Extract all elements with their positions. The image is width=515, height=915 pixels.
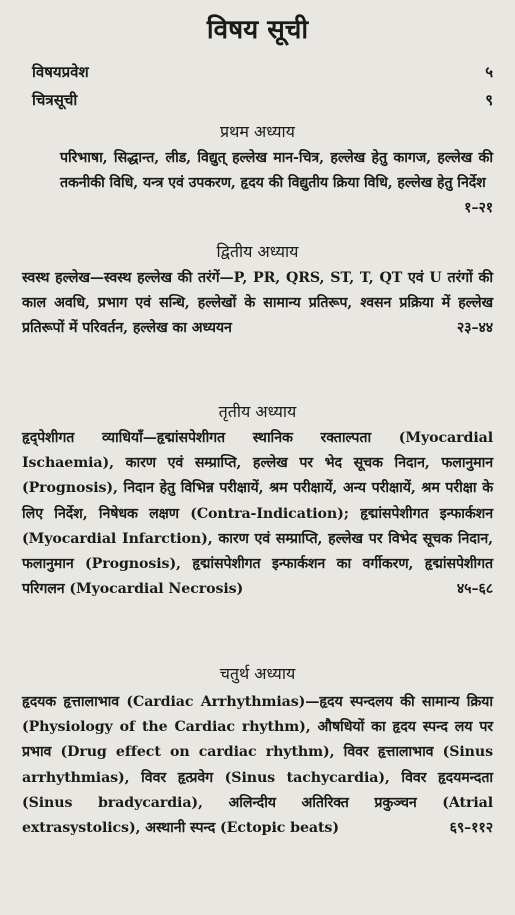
chapter-entry: [22, 266, 493, 342]
chapter-entry: [22, 426, 493, 602]
entry-text: हृदयक हृत्तालाभाव (Cardiac Arrhythmias)—हृदय स्पन्दलय की सामान्य क्रिया (Physiology of the Cardiac rhythm), औषधियों का हृदय स्पन्द लय पर प्रभाव (Drug effect on cardiac rhythm), विवर हृत्तालाभाव (Sinus arrhythmias), विवर हृत्प्रवेग (Sinus tachycardia), विवर हृदयमन्दता (Sinus bradycardia), अलिन्दीय अतिरिक्त प्रकुञ्चन (Atrial extrasystolics), अस्थानी स्पन्द (Ectopic beats): [22, 694, 493, 837]
entry-page-range: ४५–६८: [456, 581, 493, 598]
chapter-heading: द्वितीय अध्याय: [216, 242, 299, 261]
entry-text: हृद्पेशीगत व्याधियाँ—हृद्मांसपेशीगत स्थानिक रक्ताल्पता (Myocardial Ischaemia), कारण एवं सम्प्राप्ति, हल्लेख पर भेद सूचक निदान, फलानुमान (Prognosis), निदान हेतु विभिन्न परीक्षायें, श्रम परीक्षायें, अन्य परीक्षायें, श्रम परीक्षा के लिए निर्देश, निषेधक लक्षण (Contra-Indication); हृद्मांसपेशीगत इन्फार्कशन (Myocardial Infarction), कारण एवं सम्प्राप्ति, हल्लेख पर विभेद सूचक निदान, फलानुमान (Prognosis), हृद्मांसपेशीगत इन्फार्कशन का वर्गीकरण, हृद्मांसपेशीगत परिगलन (Myocardial Necrosis): [22, 430, 493, 598]
entry-text: स्वस्थ हल्लेख—स्वस्थ हल्लेख की तरंगें—P, PR, QRS, ST, T, QT एवं U तरंगों की काल अवधि, प्रभाग एवं सन्धि, हल्लेखों के सामान्य प्रतिरूप, श्वसन प्रक्रिया में हल्लेख प्रतिरूपों में परिवर्तन, हल्लेख का अध्ययन: [22, 270, 493, 337]
front-matter-row: [32, 62, 493, 82]
chapter-heading: चतुर्थ अध्याय: [219, 664, 296, 683]
chapter-heading: तृतीय अध्याय: [218, 402, 297, 421]
entry-label: विषयप्रवेश: [32, 63, 89, 81]
entry-page-range: १–२१: [464, 200, 493, 217]
chapter-entry: [22, 690, 493, 841]
page-title: विषय सूची: [206, 15, 309, 45]
chapter-entry: [60, 146, 493, 222]
front-matter-row: [32, 90, 493, 110]
chapter-heading: प्रथम अध्याय: [220, 122, 295, 141]
entry-page-range: ६९–११२: [449, 820, 493, 837]
entry-page-range: २३–४४: [456, 320, 493, 337]
entry-text: परिभाषा, सिद्धान्त, लीड, विद्युत् हल्लेख मान-चित्र, हल्लेख हेतु कागज, हल्लेख की तकनीकी विधि, यन्त्र एवं उपकरण, हृदय की विद्युतीय क्रिया विधि, हल्लेख हेतु निर्देश: [60, 150, 493, 192]
entry-label: चित्रसूची: [32, 91, 78, 109]
entry-page: ५: [485, 63, 493, 81]
entry-page: ९: [485, 91, 493, 109]
